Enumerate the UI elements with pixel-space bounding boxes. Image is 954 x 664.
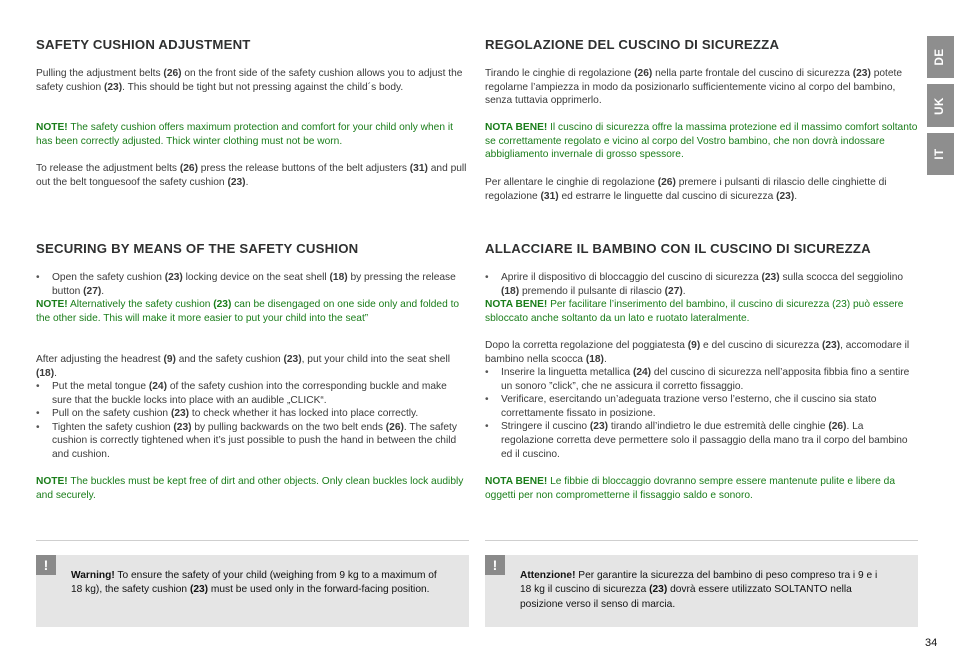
list-item: • Open the safety cushion (23) locking device on the seat shell (18) by pressing the release button (27). <box>36 271 469 298</box>
page-number: 34 <box>925 637 938 649</box>
language-tab-uk[interactable]: UK <box>927 84 954 127</box>
divider <box>485 540 918 541</box>
warning-text: Attenzione! Per garantire la sicurezza del bambino di peso compreso tra i 9 e i 18 kg il cuscino di sicurezza (23) dovrà essere utilizzato SOLTANTO nella posizione verso il senso di marcia. <box>520 570 878 610</box>
bullet-list <box>485 366 918 461</box>
warning-box <box>36 555 469 627</box>
divider <box>36 540 469 541</box>
paragraph: Pulling the adjustment belts (26) on the front side of the safety cushion allows you to adjust the safety cushion (23). This should be tight but not pressing against the child´s body. <box>36 68 463 93</box>
paragraph: To release the adjustment belts (26) press the release buttons of the belt adjusters (31) and pull out the belt tonguesoof the safety cushion (23). <box>36 163 467 188</box>
section-title-allacciare: ALLACCIARE IL BAMBINO CON IL CUSCINO DI SICUREZZA <box>485 241 871 256</box>
language-tab-de[interactable]: DE <box>927 36 954 78</box>
list-item: • Aprire il dispositivo di bloccaggio del cuscino di sicurezza (23) sulla scocca del seggiolino (18) premendo il pulsante di rilascio (27). <box>485 271 918 298</box>
exclamation-icon: ! <box>36 555 56 575</box>
note-paragraph: NOTE! The safety cushion offers maximum protection and comfort for your child only when it has been correctly adjusted. Thick winter clothing must not be worn. <box>36 122 453 147</box>
list-item: • Put the metal tongue (24) of the safety cushion into the corresponding buckle and make sure that the buckle locks into place with an audible „CLICK“. <box>36 380 469 407</box>
paragraph: Dopo la corretta regolazione del poggiatesta (9) e del cuscino di sicurezza (23), accomodare il bambino nella scocca (18). <box>485 340 910 365</box>
note-paragraph: NOTE! The buckles must be kept free of dirt and other objects. Only clean buckles lock audibly and securely. <box>36 476 464 501</box>
note-paragraph: NOTA BENE! Per facilitare l’inserimento del bambino, il cuscino di sicurezza (23) può essere sbloccato anche soltanto da un lato e ruotato lateralmente. <box>485 299 904 324</box>
list-item: • Pull on the safety cushion (23) to check whether it has locked into place correctly. <box>36 407 469 421</box>
section-title-regolazione: REGOLAZIONE DEL CUSCINO DI SICUREZZA <box>485 37 780 52</box>
warning-text: Warning! To ensure the safety of your child (weighing from 9 kg to a maximum of 18 kg), the safety cushion (23) must be used only in the forward-facing position. <box>71 570 437 596</box>
exclamation-icon: ! <box>485 555 505 575</box>
warning-box <box>485 555 918 627</box>
language-tab-it[interactable]: IT <box>927 133 954 175</box>
note-paragraph: NOTA BENE! Le fibbie di bloccaggio dovranno sempre essere mantenute pulite e libere da oggetti per non comprometterne il fissaggio saldo e sonoro. <box>485 476 895 501</box>
list-item: • Stringere il cuscino (23) tirando all’indietro le due estremità delle cinghie (26). La regolazione corretta deve permettere solo il passaggio della mano tra il corpo del bambino ed il cuscino. <box>485 420 918 461</box>
paragraph: After adjusting the headrest (9) and the safety cushion (23), put your child into the seat shell (18). <box>36 354 450 379</box>
section-title-safety-cushion-adjustment: SAFETY CUSHION ADJUSTMENT <box>36 37 251 52</box>
bullet-list <box>36 271 469 298</box>
note-paragraph: NOTA BENE! Il cuscino di sicurezza offre la massima protezione ed il massimo comfort soltanto se correttamente regolato e vicino al corpo del Vostro bambino, che non dovrà indossare abbigliamento invernale di grosso spessore. <box>485 122 918 161</box>
bullet-list <box>485 271 918 298</box>
list-item: • Verificare, esercitando un’adeguata trazione verso l’esterno, che il cuscino sia stato correttamente fissato in posizione. <box>485 393 918 420</box>
section-title-securing: SECURING BY MEANS OF THE SAFETY CUSHION <box>36 241 359 256</box>
list-item: • Inserire la linguetta metallica (24) del cuscino di sicurezza nell’apposita fibbia fino a sentire un sonoro ”click”, che ne assicura il corretto fissaggio. <box>485 366 918 393</box>
paragraph: Tirando le cinghie di regolazione (26) nella parte frontale del cuscino di sicurezza (23) potete regolarne l’ampiezza in modo da posizionarlo sufficientemente vicino al corpo del bambino, senza tuttavia opprimerlo. <box>485 68 903 107</box>
note-paragraph: NOTE! Alternatively the safety cushion (23) can be disengaged on one side only and folded to the other side. This will make it more easier to put your child into the seat” <box>36 299 460 324</box>
bullet-list <box>36 380 469 462</box>
paragraph: Per allentare le cinghie di regolazione (26) premere i pulsanti di rilascio delle cinghiette di regolazione (31) ed estrarre le linguette dal cuscino di sicurezza (23). <box>485 177 887 202</box>
list-item: • Tighten the safety cushion (23) by pulling backwards on the two belt ends (26). The safety cushion is correctly tightened when it’s just possible to push the hand in between the child and cushion. <box>36 421 469 462</box>
